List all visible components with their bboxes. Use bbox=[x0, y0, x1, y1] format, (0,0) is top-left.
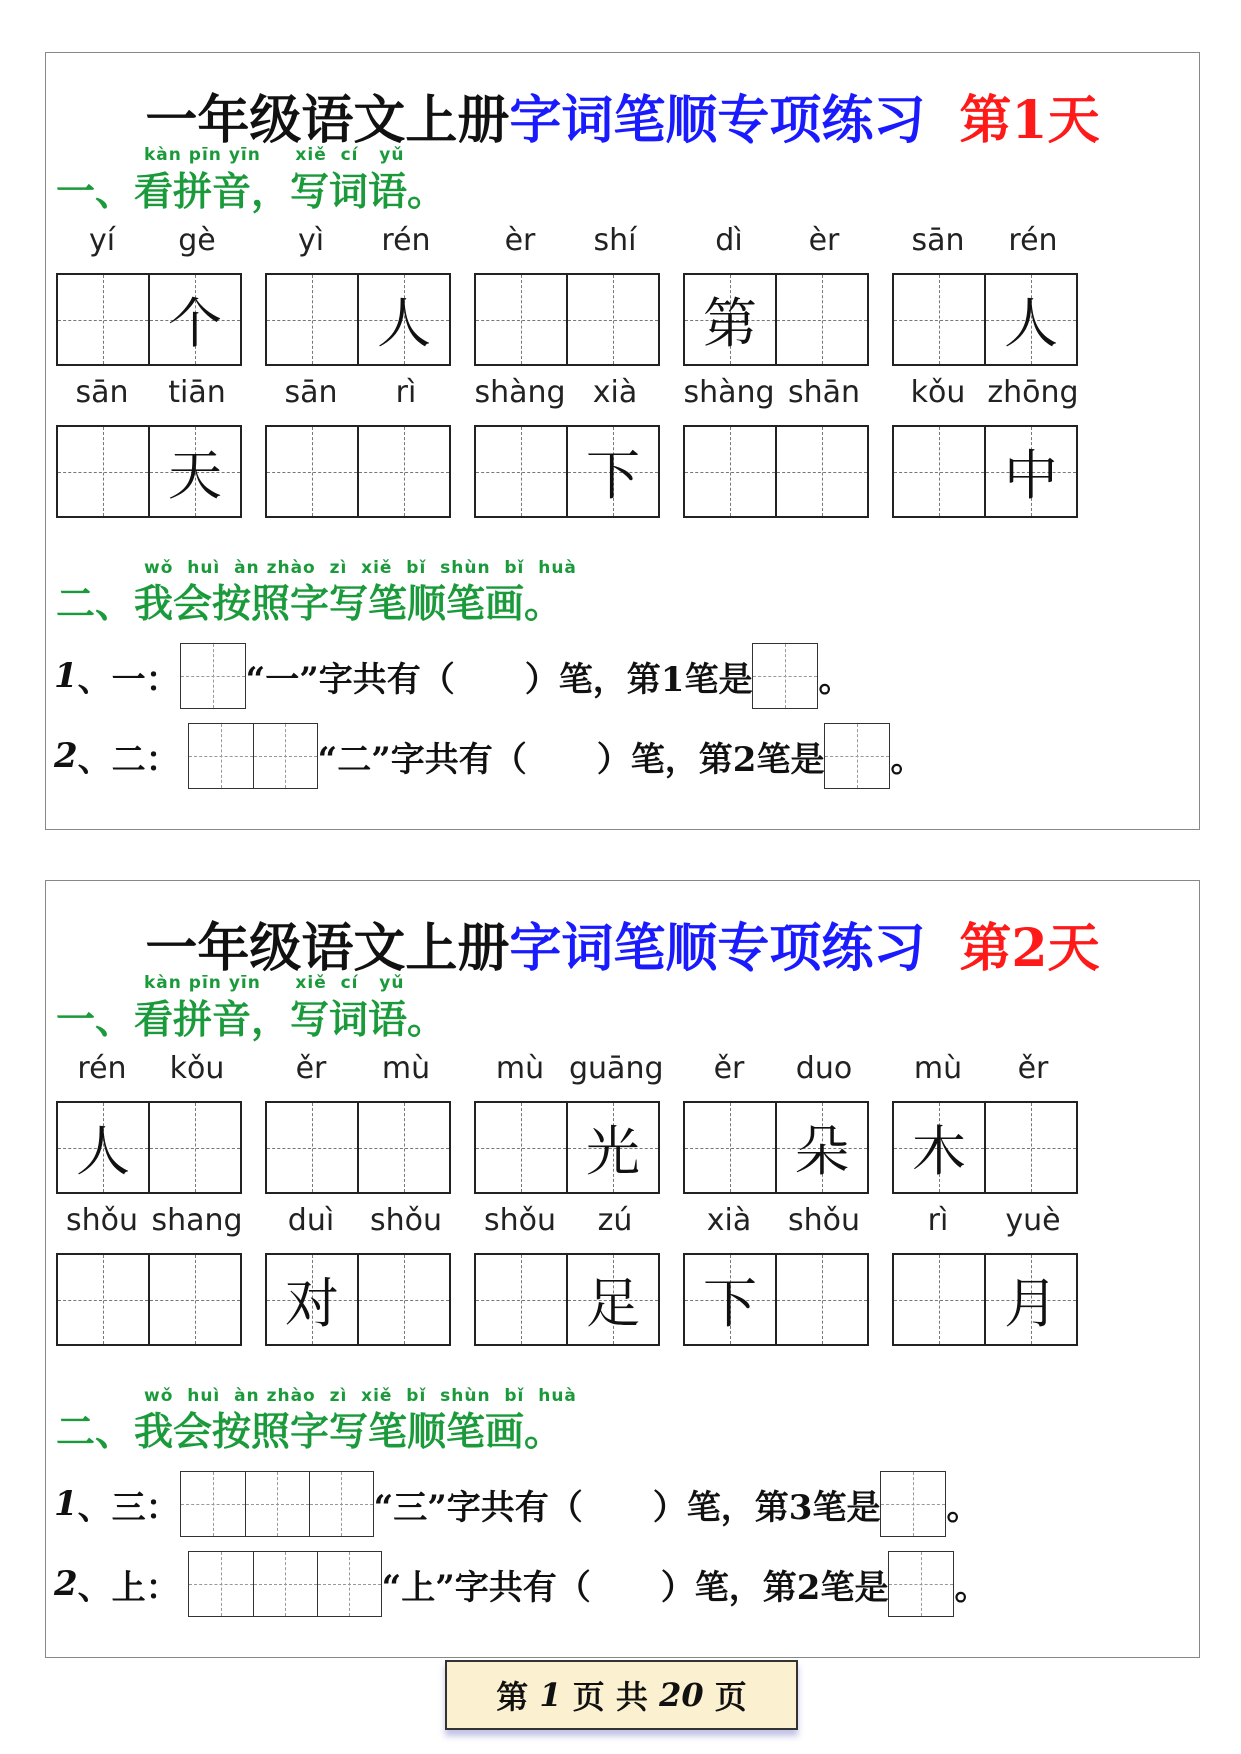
question-colon: ： bbox=[145, 1487, 180, 1528]
tianzige-grid bbox=[56, 273, 242, 366]
pinyin-syllable: shàng bbox=[474, 375, 566, 410]
question-text-count: “一”字共有（ bbox=[245, 659, 455, 700]
pinyin-syllable: shān bbox=[787, 375, 861, 410]
written-character: 月 bbox=[1004, 1272, 1058, 1335]
question-separator: 、 bbox=[77, 1567, 112, 1608]
writing-cell[interactable] bbox=[148, 1103, 240, 1192]
question-end: 。 bbox=[818, 659, 853, 700]
pinyin-syllable: kǒu bbox=[169, 1051, 225, 1086]
writing-cell[interactable] bbox=[357, 427, 449, 516]
stroke-question bbox=[54, 1469, 980, 1539]
pinyin-syllable: shǒu bbox=[787, 1203, 860, 1238]
question-character: 三 bbox=[111, 1487, 146, 1528]
pinyin-syllable: yuè bbox=[1005, 1203, 1061, 1238]
writing-cell[interactable] bbox=[58, 275, 148, 364]
stroke-answer-cell[interactable] bbox=[753, 644, 817, 708]
tianzige-grid bbox=[892, 1253, 1078, 1346]
question-number: 2 bbox=[54, 736, 78, 776]
stroke-order-grid bbox=[180, 1471, 374, 1537]
pinyin-syllable: zú bbox=[597, 1203, 633, 1238]
stroke-writing-cell[interactable] bbox=[245, 1472, 309, 1536]
pinyin-syllable: ěr bbox=[1017, 1051, 1049, 1086]
writing-cell[interactable] bbox=[894, 427, 984, 516]
writing-cell[interactable] bbox=[685, 275, 775, 364]
writing-cell[interactable] bbox=[775, 1103, 867, 1192]
written-character bbox=[685, 427, 775, 516]
written-character: 中 bbox=[1004, 444, 1058, 507]
pinyin-syllable: tiān bbox=[168, 375, 226, 410]
writing-cell[interactable] bbox=[58, 1103, 148, 1192]
writing-cell[interactable] bbox=[357, 1255, 449, 1344]
day-panel-1 bbox=[45, 52, 1200, 830]
question-colon: ： bbox=[145, 1567, 180, 1608]
question-text-stroke: ）笔，第3笔是 bbox=[652, 1487, 881, 1528]
answer-stroke-grid bbox=[752, 643, 818, 709]
writing-cell[interactable] bbox=[267, 427, 357, 516]
writing-cell[interactable] bbox=[894, 275, 984, 364]
tianzige-grid bbox=[474, 273, 660, 366]
question-character: 一 bbox=[111, 659, 146, 700]
written-character: 足 bbox=[586, 1272, 640, 1335]
section1-pinyin: kàn pīn yīn xiě cí yǔ bbox=[144, 145, 405, 165]
question-text-stroke: ）笔，第2笔是 bbox=[660, 1567, 889, 1608]
stroke-writing-cell[interactable] bbox=[181, 644, 245, 708]
writing-cell[interactable] bbox=[357, 1103, 449, 1192]
writing-cell[interactable] bbox=[775, 427, 867, 516]
writing-cell[interactable] bbox=[685, 1255, 775, 1344]
pinyin-syllable: shí bbox=[593, 223, 637, 258]
pinyin-syllable: mù bbox=[381, 1051, 431, 1086]
stroke-writing-cell[interactable] bbox=[189, 1552, 253, 1616]
tianzige-grid bbox=[56, 425, 242, 518]
tianzige-grid bbox=[683, 1253, 869, 1346]
written-character bbox=[359, 1255, 449, 1344]
writing-cell[interactable] bbox=[267, 275, 357, 364]
tianzige-grid bbox=[683, 1101, 869, 1194]
written-character: 天 bbox=[168, 444, 222, 507]
section1-pinyin: kàn pīn yīn xiě cí yǔ bbox=[144, 973, 405, 993]
pinyin-syllable: ěr bbox=[295, 1051, 327, 1086]
writing-cell[interactable] bbox=[566, 275, 658, 364]
question-separator: 、 bbox=[77, 739, 112, 780]
pinyin-syllable: duì bbox=[287, 1203, 335, 1238]
stroke-writing-cell[interactable] bbox=[317, 1552, 381, 1616]
pinyin-syllable: èr bbox=[504, 223, 536, 258]
pinyin-syllable: guāng bbox=[569, 1051, 664, 1086]
written-character: 人 bbox=[76, 1120, 130, 1183]
section1-title: 一、看拼音，写词语。 bbox=[56, 997, 447, 1043]
written-character bbox=[568, 275, 658, 364]
writing-cell[interactable] bbox=[566, 427, 658, 516]
written-character: 木 bbox=[912, 1120, 966, 1183]
tianzige-grid bbox=[892, 273, 1078, 366]
stroke-writing-cell[interactable] bbox=[189, 724, 253, 788]
written-character bbox=[894, 275, 984, 364]
tianzige-grid bbox=[474, 1253, 660, 1346]
pinyin-syllable: dì bbox=[715, 223, 743, 258]
tianzige-grid bbox=[474, 1101, 660, 1194]
question-text-stroke: ）笔，第1笔是 bbox=[524, 659, 753, 700]
written-character bbox=[58, 1255, 148, 1344]
pinyin-syllable: mù bbox=[913, 1051, 963, 1086]
question-text-count: “二”字共有（ bbox=[317, 739, 527, 780]
tianzige-grid bbox=[474, 425, 660, 518]
written-character bbox=[267, 1103, 357, 1192]
written-character bbox=[476, 1103, 566, 1192]
tianzige-grid bbox=[892, 1101, 1078, 1194]
written-character bbox=[777, 427, 867, 516]
written-character: 朵 bbox=[795, 1120, 849, 1183]
writing-cell[interactable] bbox=[685, 427, 775, 516]
written-character bbox=[58, 427, 148, 516]
stroke-answer-cell[interactable] bbox=[881, 1472, 945, 1536]
writing-cell[interactable] bbox=[566, 1103, 658, 1192]
answer-stroke-grid bbox=[824, 723, 890, 789]
tianzige-grid bbox=[56, 1253, 242, 1346]
writing-cell[interactable] bbox=[58, 427, 148, 516]
writing-cell[interactable] bbox=[984, 275, 1076, 364]
written-character bbox=[894, 1255, 984, 1344]
tianzige-grid bbox=[56, 1101, 242, 1194]
page-footer bbox=[445, 1660, 798, 1730]
written-character bbox=[267, 427, 357, 516]
question-character: 上 bbox=[111, 1567, 146, 1608]
pinyin-syllable: sān bbox=[284, 375, 338, 410]
question-text-stroke: ）笔，第2笔是 bbox=[596, 739, 825, 780]
footer-page-number: 1 bbox=[539, 1676, 562, 1714]
stroke-writing-cell[interactable] bbox=[309, 1472, 373, 1536]
writing-cell[interactable] bbox=[984, 1255, 1076, 1344]
pinyin-syllable: rén bbox=[1008, 223, 1058, 258]
writing-cell[interactable] bbox=[894, 1103, 984, 1192]
pinyin-syllable: zhōng bbox=[987, 375, 1079, 410]
pinyin-syllable: duo bbox=[795, 1051, 853, 1086]
written-character: 人 bbox=[1004, 292, 1058, 355]
section2-title: 二、我会按照字写笔顺笔画。 bbox=[56, 581, 564, 627]
stroke-question bbox=[54, 721, 924, 791]
pinyin-syllable: rì bbox=[927, 1203, 949, 1238]
tianzige-grid bbox=[265, 273, 451, 366]
tianzige-grid bbox=[265, 1101, 451, 1194]
question-colon: ： bbox=[145, 659, 180, 700]
writing-cell[interactable] bbox=[58, 1255, 148, 1344]
pinyin-syllable: rén bbox=[77, 1051, 127, 1086]
pinyin-syllable: kǒu bbox=[910, 375, 966, 410]
pinyin-syllable: sān bbox=[911, 223, 965, 258]
section1-title: 一、看拼音，写词语。 bbox=[56, 169, 447, 215]
tianzige-grid bbox=[265, 1253, 451, 1346]
stroke-question bbox=[54, 1549, 988, 1619]
written-character: 第 bbox=[703, 292, 757, 355]
stroke-answer-cell[interactable] bbox=[889, 1552, 953, 1616]
stroke-question bbox=[54, 641, 852, 711]
tianzige-grid bbox=[683, 425, 869, 518]
pinyin-syllable: rén bbox=[381, 223, 431, 258]
written-character bbox=[359, 1103, 449, 1192]
footer-suffix: 页 bbox=[703, 1678, 747, 1716]
question-number: 2 bbox=[54, 1564, 78, 1604]
written-character bbox=[894, 427, 984, 516]
pinyin-syllable: shǒu bbox=[65, 1203, 138, 1238]
stroke-answer-cell[interactable] bbox=[825, 724, 889, 788]
title-grade: 一年级语文上册 bbox=[145, 90, 510, 151]
question-end: 。 bbox=[954, 1567, 989, 1608]
title-grade: 一年级语文上册 bbox=[145, 918, 510, 979]
written-character bbox=[476, 275, 566, 364]
section2-pinyin: wǒ huì àn zhào zì xiě bǐ shùn bǐ huà bbox=[144, 1386, 577, 1406]
section2-title: 二、我会按照字写笔顺笔画。 bbox=[56, 1409, 564, 1455]
question-number: 1 bbox=[54, 1484, 78, 1524]
writing-cell[interactable] bbox=[357, 275, 449, 364]
stroke-order-grid bbox=[180, 643, 246, 709]
pinyin-syllable: yì bbox=[297, 223, 325, 258]
writing-cell[interactable] bbox=[894, 1255, 984, 1344]
written-character bbox=[476, 1255, 566, 1344]
writing-cell[interactable] bbox=[148, 1255, 240, 1344]
written-character: 下 bbox=[703, 1272, 757, 1335]
stroke-order-grid bbox=[188, 1551, 382, 1617]
question-separator: 、 bbox=[77, 659, 112, 700]
section2-pinyin: wǒ huì àn zhào zì xiě bǐ shùn bǐ huà bbox=[144, 558, 577, 578]
pinyin-syllable: èr bbox=[808, 223, 840, 258]
pinyin-syllable: shǒu bbox=[483, 1203, 556, 1238]
written-character: 人 bbox=[377, 292, 431, 355]
question-text-count: “上”字共有（ bbox=[381, 1567, 591, 1608]
written-character bbox=[150, 1255, 240, 1344]
footer-total-pages: 20 bbox=[659, 1676, 704, 1714]
written-character bbox=[777, 275, 867, 364]
pinyin-syllable: shàng bbox=[683, 375, 775, 410]
writing-cell[interactable] bbox=[984, 1103, 1076, 1192]
answer-stroke-grid bbox=[888, 1551, 954, 1617]
footer-prefix: 第 bbox=[496, 1678, 540, 1716]
pinyin-syllable: xià bbox=[706, 1203, 752, 1238]
written-character: 下 bbox=[586, 444, 640, 507]
stroke-writing-cell[interactable] bbox=[181, 1472, 245, 1536]
writing-cell[interactable] bbox=[984, 427, 1076, 516]
title-day: 第2天 bbox=[959, 918, 1100, 979]
question-end: 。 bbox=[946, 1487, 981, 1528]
pinyin-syllable: mù bbox=[495, 1051, 545, 1086]
writing-cell[interactable] bbox=[267, 1103, 357, 1192]
writing-cell[interactable] bbox=[267, 1255, 357, 1344]
writing-cell[interactable] bbox=[148, 275, 240, 364]
writing-cell[interactable] bbox=[476, 275, 566, 364]
writing-cell[interactable] bbox=[566, 1255, 658, 1344]
answer-stroke-grid bbox=[880, 1471, 946, 1537]
written-character: 个 bbox=[168, 292, 222, 355]
question-end: 。 bbox=[890, 739, 925, 780]
question-number: 1 bbox=[54, 656, 78, 696]
pinyin-syllable: shǒu bbox=[369, 1203, 442, 1238]
pinyin-syllable: yí bbox=[88, 223, 116, 258]
writing-cell[interactable] bbox=[476, 427, 566, 516]
writing-cell[interactable] bbox=[775, 275, 867, 364]
written-character bbox=[150, 1103, 240, 1192]
stroke-writing-cell[interactable] bbox=[253, 724, 317, 788]
writing-cell[interactable] bbox=[775, 1255, 867, 1344]
tianzige-grid bbox=[892, 425, 1078, 518]
title-topic: 字词笔顺专项练习 bbox=[509, 918, 926, 979]
question-character: 二 bbox=[111, 739, 146, 780]
tianzige-grid bbox=[265, 425, 451, 518]
question-text-count: “三”字共有（ bbox=[373, 1487, 583, 1528]
tianzige-grid bbox=[683, 273, 869, 366]
writing-cell[interactable] bbox=[685, 1103, 775, 1192]
writing-cell[interactable] bbox=[476, 1255, 566, 1344]
writing-cell[interactable] bbox=[476, 1103, 566, 1192]
pinyin-syllable: gè bbox=[178, 223, 216, 258]
title-day: 第1天 bbox=[959, 90, 1100, 151]
stroke-order-grid bbox=[188, 723, 318, 789]
written-character bbox=[685, 1103, 775, 1192]
title-topic: 字词笔顺专项练习 bbox=[509, 90, 926, 151]
pinyin-syllable: shang bbox=[151, 1203, 243, 1238]
written-character: 对 bbox=[285, 1272, 339, 1335]
written-character bbox=[359, 427, 449, 516]
question-colon: ： bbox=[145, 739, 180, 780]
pinyin-syllable: rì bbox=[395, 375, 417, 410]
footer-middle: 页 共 bbox=[561, 1678, 660, 1716]
pinyin-syllable: ěr bbox=[713, 1051, 745, 1086]
written-character: 光 bbox=[586, 1120, 640, 1183]
written-character bbox=[777, 1255, 867, 1344]
stroke-writing-cell[interactable] bbox=[253, 1552, 317, 1616]
pinyin-syllable: xià bbox=[592, 375, 638, 410]
written-character bbox=[267, 275, 357, 364]
writing-cell[interactable] bbox=[148, 427, 240, 516]
day-panel-2 bbox=[45, 880, 1200, 1658]
written-character bbox=[58, 275, 148, 364]
pinyin-syllable: sān bbox=[75, 375, 129, 410]
written-character bbox=[476, 427, 566, 516]
question-separator: 、 bbox=[77, 1487, 112, 1528]
written-character bbox=[986, 1103, 1076, 1192]
